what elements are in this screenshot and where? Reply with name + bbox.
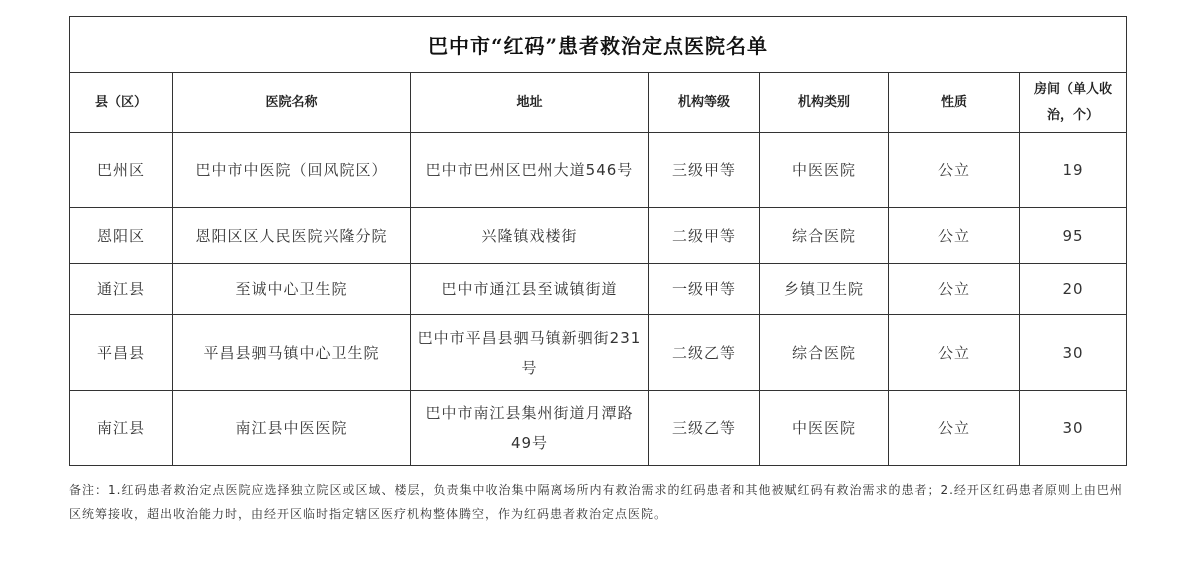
table-row	[70, 208, 1127, 264]
table-row	[70, 315, 1127, 391]
cell-address: 巴中市巴州区巴州大道546号	[411, 133, 649, 208]
cell-hospital-name: 至诚中心卫生院	[173, 264, 411, 315]
cell-category: 综合医院	[760, 208, 889, 264]
cell-rooms: 95	[1020, 208, 1127, 264]
cell-county: 平昌县	[70, 315, 173, 391]
cell-hospital-name: 巴中市中医院（回风院区）	[173, 133, 411, 208]
header-category: 机构类别	[760, 73, 889, 133]
cell-rooms: 19	[1020, 133, 1127, 208]
cell-level: 二级甲等	[649, 208, 760, 264]
cell-county: 南江县	[70, 391, 173, 466]
cell-category: 乡镇卫生院	[760, 264, 889, 315]
header-rooms: 房间（单人收治，个）	[1020, 73, 1127, 133]
cell-nature: 公立	[889, 391, 1020, 466]
header-hospital-name: 医院名称	[173, 73, 411, 133]
table-row	[70, 391, 1127, 466]
cell-nature: 公立	[889, 208, 1020, 264]
cell-hospital-name: 恩阳区区人民医院兴隆分院	[173, 208, 411, 264]
header-nature: 性质	[889, 73, 1020, 133]
header-county: 县（区）	[70, 73, 173, 133]
cell-rooms: 20	[1020, 264, 1127, 315]
cell-level: 三级乙等	[649, 391, 760, 466]
cell-rooms: 30	[1020, 391, 1127, 466]
cell-county: 巴州区	[70, 133, 173, 208]
cell-level: 二级乙等	[649, 315, 760, 391]
cell-hospital-name: 平昌县驷马镇中心卫生院	[173, 315, 411, 391]
header-row	[70, 73, 1127, 133]
cell-category: 中医医院	[760, 133, 889, 208]
cell-nature: 公立	[889, 133, 1020, 208]
table-footnote: 备注：1.红码患者救治定点医院应选择独立院区或区域、楼层，负责集中收治集中隔离场所内有救治需求的红码患者和其他被赋红码有救治需求的患者；2.经开区红码患者原则上由巴州区统筹接收，超出收治能力时，由经开区临时指定辖区医疗机构整体腾空，作为红码患者救治定点医院。	[69, 483, 1123, 521]
cell-address: 兴隆镇戏楼街	[411, 208, 649, 264]
cell-nature: 公立	[889, 315, 1020, 391]
cell-hospital-name: 南江县中医医院	[173, 391, 411, 466]
table-row	[70, 133, 1127, 208]
header-address: 地址	[411, 73, 649, 133]
hospital-table	[69, 16, 1127, 466]
cell-county: 恩阳区	[70, 208, 173, 264]
cell-category: 中医医院	[760, 391, 889, 466]
table-row	[70, 264, 1127, 315]
cell-address: 巴中市南江县集州街道月潭路49号	[411, 391, 649, 466]
cell-level: 一级甲等	[649, 264, 760, 315]
cell-level: 三级甲等	[649, 133, 760, 208]
cell-rooms: 30	[1020, 315, 1127, 391]
cell-address: 巴中市通江县至诚镇街道	[411, 264, 649, 315]
cell-address: 巴中市平昌县驷马镇新驷街231号	[411, 315, 649, 391]
header-level: 机构等级	[649, 73, 760, 133]
cell-nature: 公立	[889, 264, 1020, 315]
cell-county: 通江县	[70, 264, 173, 315]
cell-category: 综合医院	[760, 315, 889, 391]
table-title: 巴中市“红码”患者救治定点医院名单	[70, 17, 1127, 73]
